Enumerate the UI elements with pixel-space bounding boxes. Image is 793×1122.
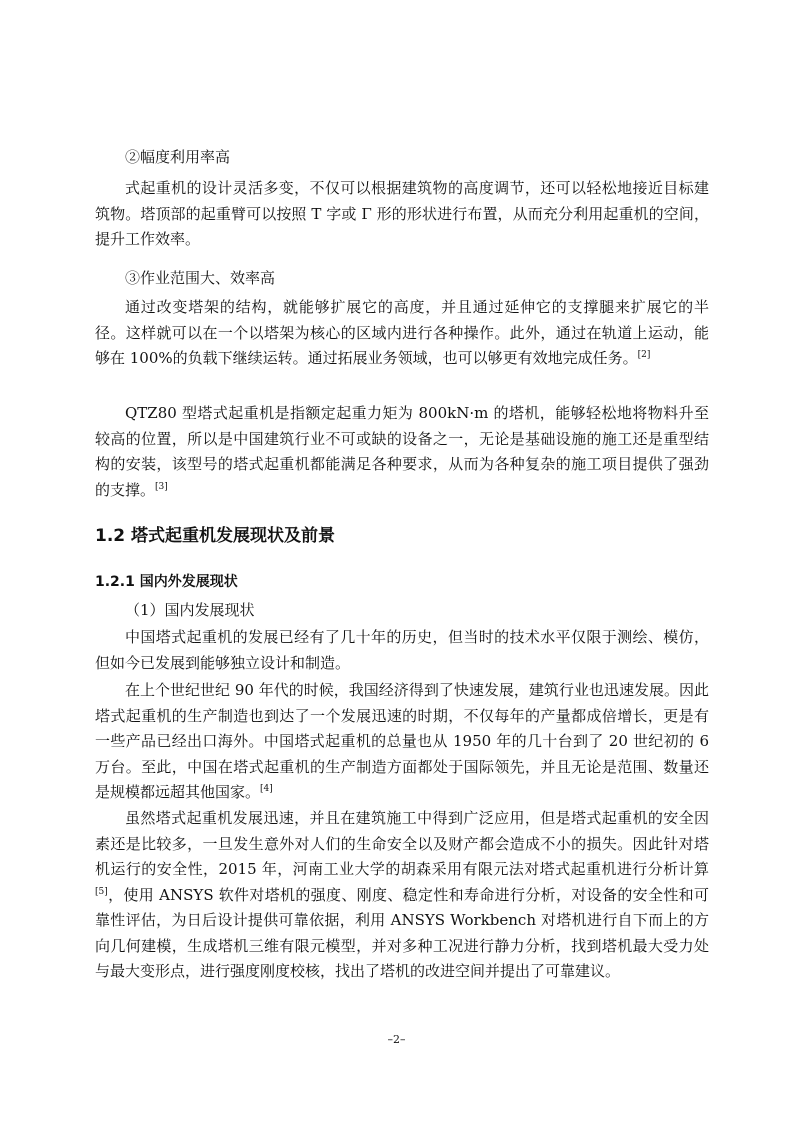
safety-paragraph-text-b: ，使用 ANSYS 软件对塔机的强度、刚度、稳定性和寿命进行分析，对设备的安全性和可靠性评估，为日后设计提供可靠依据，利用 ANSYS Workbench 对塔机进行自下而上的方向几何建模，生成塔机三维有限元模型，并对多种工况进行静力分析，找到塔机最大受力处与最大变形点，进行强度刚度校核，找出了塔机的改进空间并提出了可靠建议。 (95, 885, 709, 980)
section-heading: 1.2 塔式起重机发展现状及前景 (95, 526, 336, 546)
item-3-body-text: 通过改变塔架的结构，就能够扩展它的高度，并且通过延伸它的支撑腿来扩展它的半径。这样就可以在一个以塔架为核心的区域内进行各种操作。此外，通过在轨道上运动，能够在 100%的负载下继续运转。通过拓展业务领域，也可以够更有效地完成任务。 (95, 298, 709, 367)
history-paragraph (95, 625, 709, 676)
citation-4: [4] (260, 784, 273, 794)
history-paragraph-text: 中国塔式起重机的发展已经有了几十年的历史，但当时的技术水平仅限于测绘、模仿，但如今已发展到能够独立设计和制造。 (95, 628, 709, 672)
citation-3: [3] (155, 481, 168, 492)
page-number: –2– (387, 1033, 406, 1046)
safety-paragraph-text-a: 虽然塔式起重机发展迅速，并且在建筑施工中得到广泛应用，但是塔式起重机的安全因素还是比较多，一旦发生意外对人们的生命安全以及财产都会造成不小的损失。因此针对塔机运行的安全性，2015 年，河南工业大学的胡森采用有限元法对塔式起重机进行分析计算 (95, 809, 709, 878)
citation-5: [5] (95, 886, 108, 897)
qtz80-paragraph (95, 401, 709, 503)
nineties-paragraph-text: 在上个世纪世纪 90 年代的时候，我国经济得到了快速发展，建筑行业也迅速发展。因此塔式起重机的生产制造也到达了一个发展迅速的时期，不仅每年的产量都成倍增长，更是有一些产品已经出口海外。中国塔式起重机的总量也从 1950 年的几十台到了 20 世纪初的 6 万台。至此，中国在塔式起重机的生产制造方面都处于国际领先，并且无论是范围、数量还是规模都远超其他国家。 (95, 681, 709, 801)
nineties-paragraph (95, 678, 709, 806)
item-3-heading: ③作业范围大、效率高 (125, 269, 276, 287)
qtz80-paragraph-text: QTZ80 型塔式起重机是指额定起重力矩为 800kN·m 的塔机，能够轻松地将物料升至较高的位置，所以是中国建筑行业不可或缺的设备之一，无论是基础设施的施工还是重型结构的安装，该型号的塔式起重机都能满足各种要求，从而为各种复杂的施工项目提供了强劲的支撑。 (95, 404, 709, 499)
domestic-status-label: （1）国内发展现状 (125, 601, 255, 619)
item-2-body (95, 176, 709, 253)
citation-2: [2] (637, 350, 651, 360)
item-2-heading: ②幅度利用率高 (125, 148, 231, 166)
subsection-heading: 1.2.1 国内外发展现状 (95, 574, 238, 590)
item-3-body (95, 295, 709, 372)
safety-paragraph (95, 806, 709, 985)
item-2-body-text: 式起重机的设计灵活多变，不仅可以根据建筑物的高度调节，还可以轻松地接近目标建筑物。塔顶部的起重臂可以按照 T 字或 Γ 形的形状进行布置，从而充分利用起重机的空间，提升工作效率。 (95, 179, 709, 248)
